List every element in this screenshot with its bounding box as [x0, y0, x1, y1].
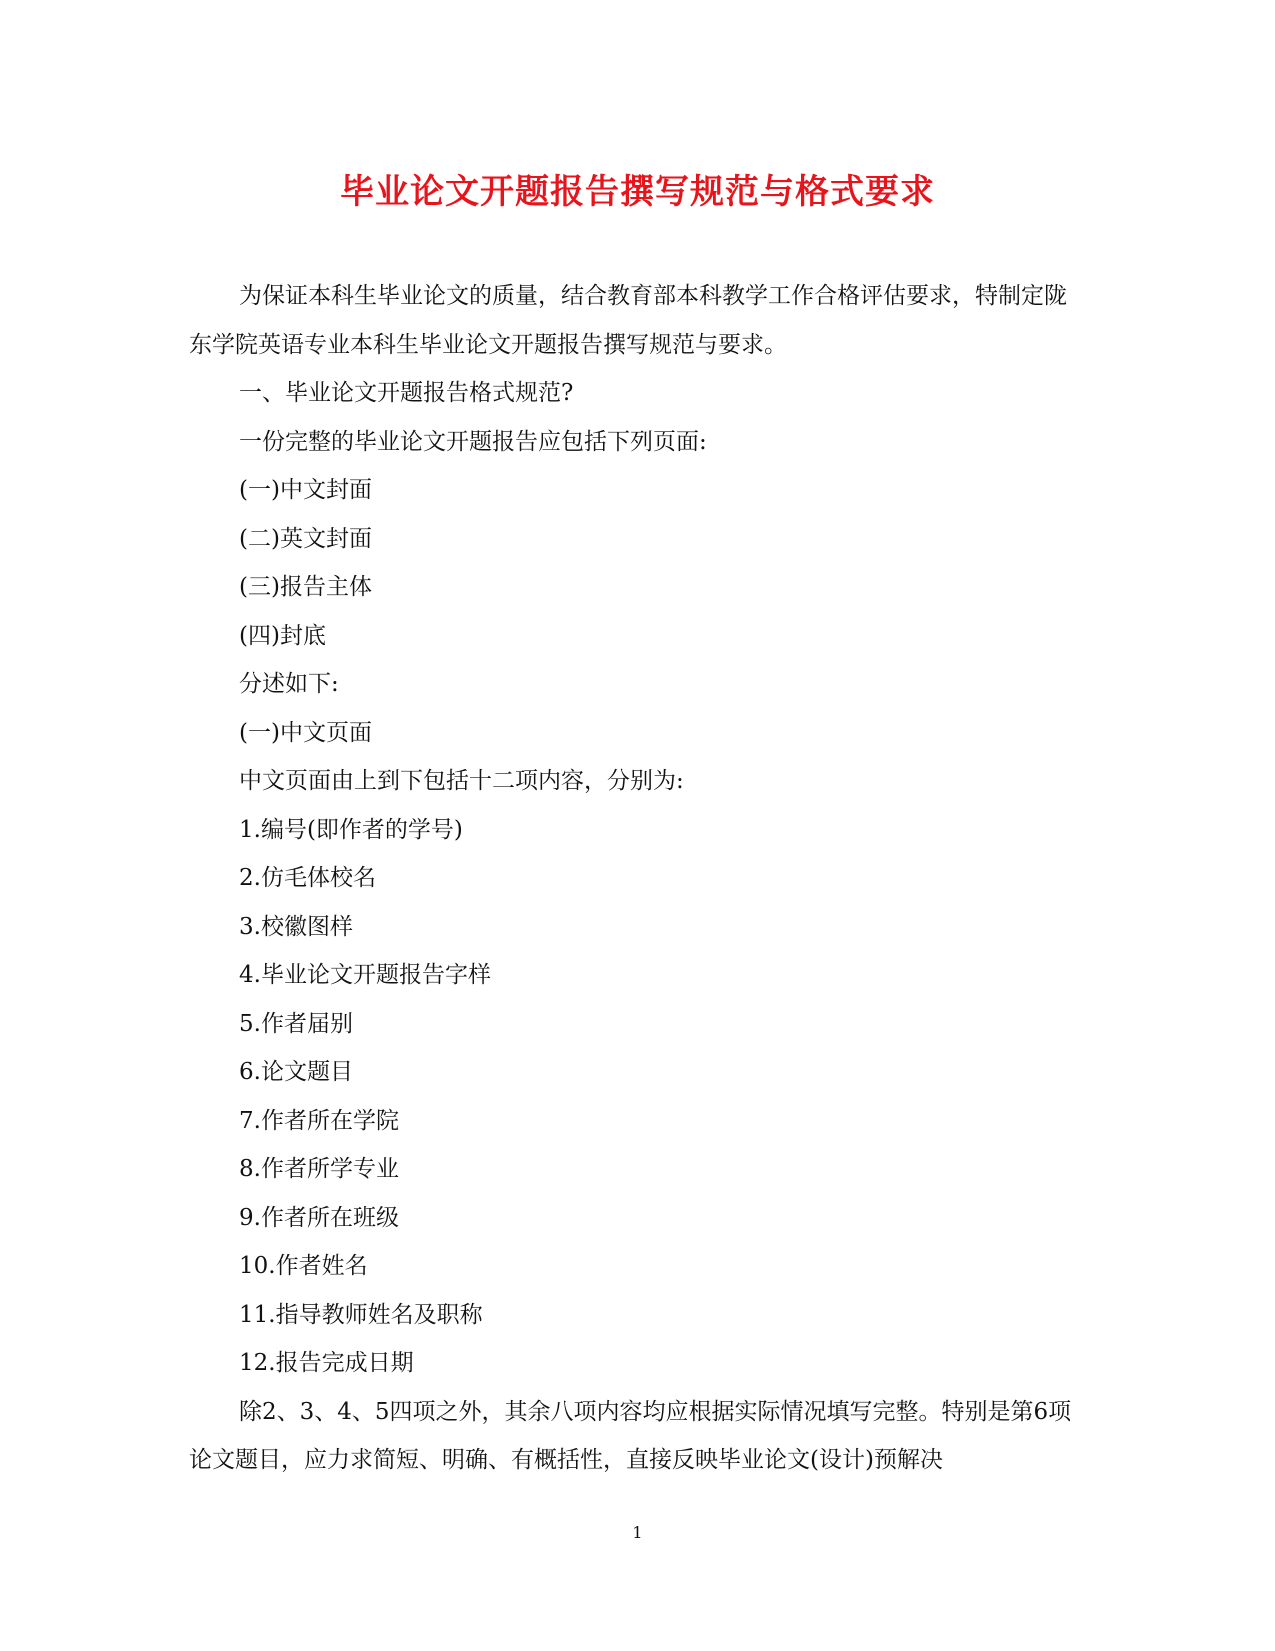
- list-item: 4.毕业论文开题报告字样: [239, 962, 491, 988]
- list-item: 12.报告完成日期: [239, 1350, 414, 1376]
- subsection-heading: (一)中文页面: [239, 719, 372, 746]
- list-item: 9.作者所在班级: [239, 1204, 399, 1231]
- paragraph-pages: 一份完整的毕业论文开题报告应包括下列页面:: [239, 428, 707, 455]
- document-body: [189, 272, 1089, 1485]
- list-item: 5.作者届别: [239, 1010, 353, 1037]
- list-item: 8.作者所学专业: [239, 1156, 399, 1182]
- section-heading-format: 一、毕业论文开题报告格式规范?: [239, 380, 574, 406]
- list-item: (一)中文封面: [239, 477, 372, 503]
- list-item: (四)封底: [239, 622, 326, 649]
- list-item: (三)报告主体: [239, 574, 372, 600]
- list-item: 2.仿毛体校名: [239, 865, 376, 891]
- list-item: 6.论文题目: [239, 1059, 353, 1085]
- paragraph-intro: 为保证本科生毕业论文的质量，结合教育部本科教学工作合格评估要求，特制定陇东学院英语专业本科生毕业论文开题报告撰写规范与要求。: [189, 283, 1067, 358]
- paragraph-chinese-page: 中文页面由上到下包括十二项内容，分别为:: [239, 768, 684, 794]
- list-item: 1.编号(即作者的学号): [239, 816, 463, 843]
- list-item: 10.作者姓名: [239, 1253, 368, 1279]
- list-item: 3.校徽图样: [239, 913, 353, 940]
- paragraph-details: 分述如下:: [239, 671, 339, 697]
- page-number: 1: [632, 1523, 643, 1542]
- paragraph-remaining-items: 除2、3、4、5四项之外，其余八项内容均应根据实际情况填写完整。特别是第6项论文题目，应力求简短、明确、有概括性，直接反映毕业论文(设计)预解决: [189, 1398, 1072, 1473]
- list-item: 11.指导教师姓名及职称: [239, 1301, 483, 1328]
- list-item: 7.作者所在学院: [239, 1107, 399, 1134]
- document-title: 毕业论文开题报告撰写规范与格式要求: [340, 172, 935, 212]
- list-item: (二)英文封面: [239, 525, 372, 552]
